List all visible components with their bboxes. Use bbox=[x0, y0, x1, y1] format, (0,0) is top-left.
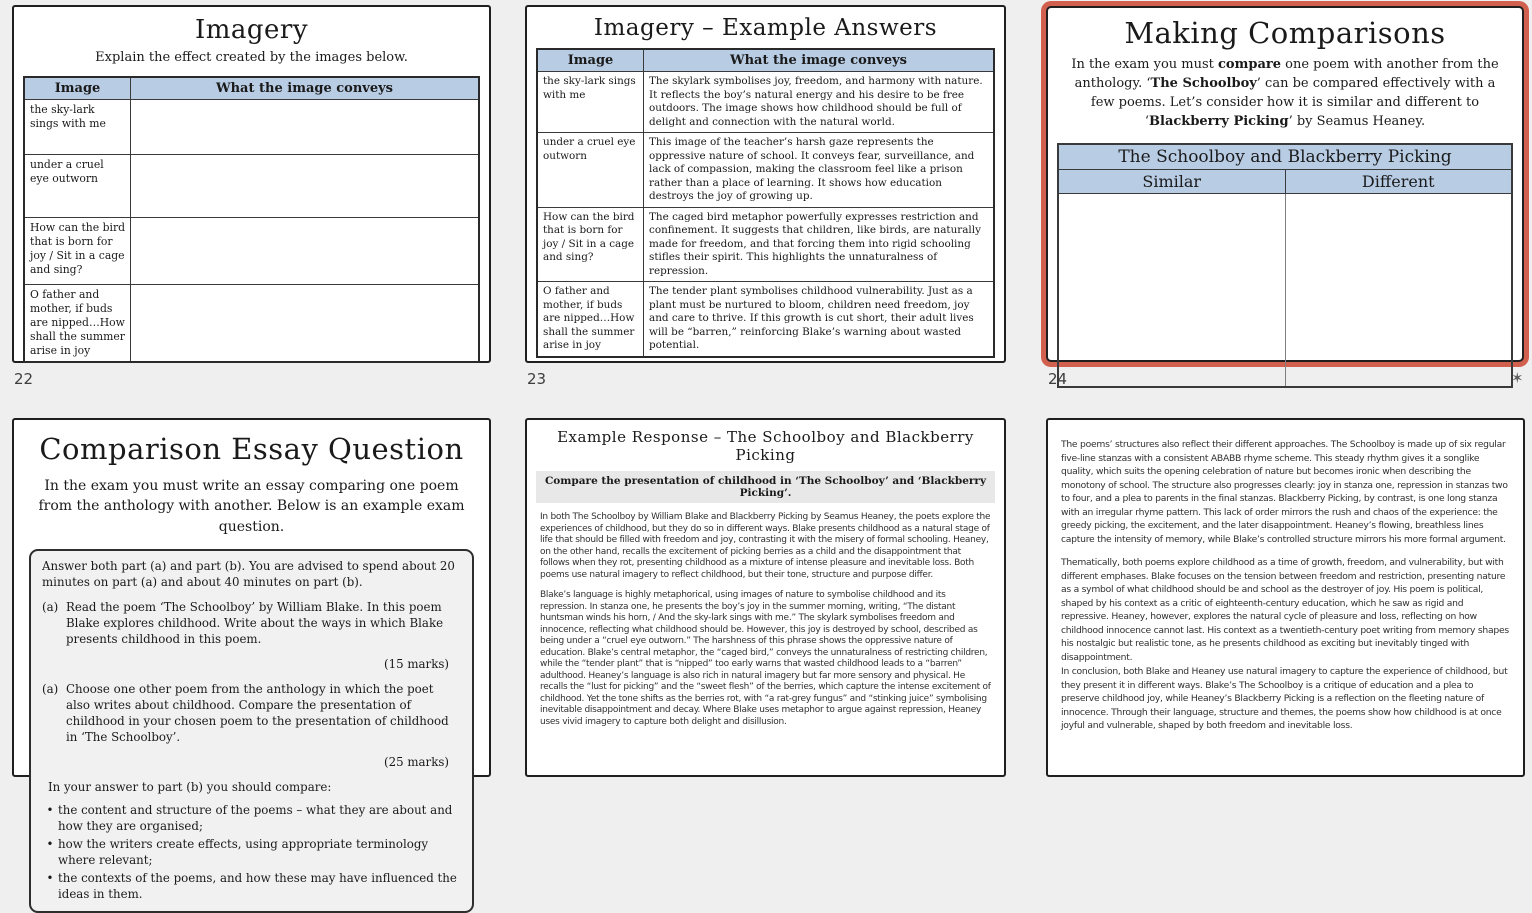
slide-title: Example Response – The Schoolboy and Blackberry Picking bbox=[557, 428, 974, 464]
image-quote-cell: How can the bird that is born for joy / Sit in a cage and sing? bbox=[537, 207, 644, 282]
slide-thumbnail-example-response[interactable] bbox=[525, 418, 1006, 777]
table-row bbox=[24, 100, 479, 155]
column-header-similar: Similar bbox=[1058, 170, 1285, 194]
imagery-table bbox=[23, 76, 480, 363]
slide-number-22: 22 bbox=[14, 370, 34, 388]
question-part-b bbox=[42, 681, 461, 745]
slide-title: Imagery bbox=[194, 15, 309, 45]
bullet-text: the content and structure of the poems – what they are about and how they are organised; bbox=[58, 803, 453, 834]
conveys-cell: This image of the teacher’s harsh gaze represents the oppressive nature of school. It conveys fear, surveillance, and lack of compassion, making the classroom feel like a prison rather than a place of learning. It shows how education destroys the joy of growing up. bbox=[644, 133, 995, 208]
similar-cell-empty bbox=[1058, 194, 1285, 388]
image-quote-cell: under a cruel eye outworn bbox=[537, 133, 644, 208]
table-row bbox=[24, 285, 479, 363]
table-header-row bbox=[537, 49, 994, 72]
image-quote-cell: under a cruel eye outworn bbox=[24, 155, 131, 218]
different-cell-empty bbox=[1285, 194, 1512, 388]
marks-label: (15 marks) bbox=[383, 657, 449, 672]
compare-instructions: In your answer to part (b) you should compare: bbox=[48, 780, 332, 795]
bullet-icon: • bbox=[46, 837, 54, 852]
bullet-icon: • bbox=[46, 871, 54, 886]
table-merged-header-row bbox=[1058, 144, 1512, 170]
slide-thumbnail-23[interactable] bbox=[525, 5, 1006, 363]
transition-star-icon[interactable]: ✶ bbox=[1511, 369, 1524, 387]
table-row bbox=[537, 133, 994, 208]
slide-thumbnail-comparison-essay[interactable] bbox=[12, 418, 491, 902]
slide-thumbnail-22[interactable] bbox=[12, 5, 491, 363]
marks-label: (25 marks) bbox=[383, 755, 449, 770]
column-header-different: Different bbox=[1285, 170, 1512, 194]
conveys-cell-empty bbox=[131, 155, 480, 218]
table-row bbox=[24, 218, 479, 285]
image-quote-cell: O father and mother, if buds are nipped…How shall the summer arise in joy bbox=[537, 282, 644, 357]
image-quote-cell: How can the bird that is born for joy / Sit in a cage and sing? bbox=[24, 218, 131, 285]
table-body-row bbox=[1058, 194, 1512, 388]
slide-title: Comparison Essay Question bbox=[39, 432, 464, 466]
slide-subtitle: In the exam you must write an essay comparing one poem from the anthology with another. Below is an example exam question. bbox=[38, 478, 465, 535]
question-label: (a) bbox=[42, 599, 59, 614]
column-header-conveys: What the image conveys bbox=[644, 49, 995, 72]
essay-paragraph: Blake’s language is highly metaphorical, using images of nature to symbolise childhood and its repression. In stanza one, he presents the boy’s joy in the summer morning, writing, “The distant huntsman winds his horn, / And the sky-lark sings with me.” The skylark symbolises freedom and innocence, reflecting what childhood should be. However, this joy is destroyed by school, described as being under a “cruel eye outworn.” The harshness of this phrase shows the oppressive nature of education. Blake’s central metaphor, the “caged bird,” conveys the unnaturalness of restricting children, while the “tender plant” that is “nipped” too early warns that wasted childhood leads to a “barren” adulthood. Heaney’s language is also rich in natural imagery but far more sensory and physical. He recalls the “lust for picking” and the “sweet flesh” of the berries, which capture the intense excitement of childhood. Yet the tone shifts as the berries rot, with “a rat-grey fungus” and “stinking juice” symbolising inevitable disappointment and decay. Where Blake uses metaphor to argue against repression, Heaney uses vivid imagery to capture both delight and disillusion. bbox=[540, 590, 991, 727]
question-label: (a) bbox=[42, 682, 59, 697]
table-header-row bbox=[1058, 170, 1512, 194]
table-row bbox=[537, 207, 994, 282]
table-row bbox=[537, 72, 994, 133]
bullet-item bbox=[42, 836, 461, 868]
slide-thumbnail-example-response-continued[interactable] bbox=[1046, 418, 1525, 777]
example-answers-table bbox=[536, 48, 995, 358]
question-text: Choose one other poem from the anthology in which the poet also writes about childhood. Compare the presentation of childhood in your chosen poem to the presentation of childhood in ‘The Schoolboy’. bbox=[66, 682, 449, 745]
bullet-item bbox=[42, 870, 461, 902]
essay-paragraph: The poems’ structures also reflect their different approaches. The Schoolboy is made up of six regular five-line stanzas with a consistent ABABB rhyme scheme. This steady rhythm gives it a songlike quality, which suits the opening celebration of nature but becomes ironic when describing the monotony of school. The structure also progresses clearly: joy in stanza one, repression in stanzas two to four, and a plea to parents in the final stanzas. Blackberry Picking, by contrast, is one long stanza with an irregular rhyme pattern. This lack of order mirrors the rush and chaos of the experience: the greedy picking, the excitement, and the later disappointment. Heaney’s flowing, breathless lines capture the intensity of memory, while Blake’s controlled structure mirrors his more formal argument. bbox=[1061, 439, 1508, 545]
bullet-item bbox=[42, 802, 461, 834]
image-quote-cell: the sky-lark sings with me bbox=[537, 72, 644, 133]
question-part-a bbox=[42, 599, 461, 647]
column-header-conveys: What the image conveys bbox=[131, 77, 480, 100]
exam-question-box bbox=[29, 549, 474, 913]
table-row bbox=[24, 155, 479, 218]
question-text: Read the poem ‘The Schoolboy’ by William Blake. In this poem Blake explores childhood. Write about the ways in which Blake presents childhood in this poem. bbox=[66, 599, 444, 647]
essay-paragraph: In both The Schoolboy by William Blake and Blackberry Picking by Seamus Heaney, the poets explore the experiences of childhood, but they do so in different ways. Blake presents childhood as a natural stage of life that should be filled with freedom and joy, contrasting it with the misery of formal schooling. Heaney, on the other hand, recalls the excitement of picking berries as a child and the disappointment that follows when they rot, presenting childhood as a mixture of intense pleasure and inevitable loss. Both poems use natural imagery to reflect childhood, but their tone, structure and purpose differ. bbox=[540, 512, 991, 580]
column-header-image: Image bbox=[24, 77, 131, 100]
conveys-cell: The caged bird metaphor powerfully expresses restriction and confinement. It suggests that children, like birds, are naturally made for freedom, and that forcing them into rigid schooling stifles their spirit. This highlights the unnaturalness of repression. bbox=[644, 207, 995, 282]
slide-subtitle: Explain the effect created by the images below. bbox=[95, 50, 408, 65]
conveys-cell: The skylark symbolises joy, freedom, and harmony with nature. It reflects the boy’s natural energy and his desire to be free outdoors. The image shows how childhood should be full of delight and connection with the natural world. bbox=[644, 72, 995, 133]
conveys-cell-empty bbox=[131, 218, 480, 285]
merged-header: The Schoolboy and Blackberry Picking bbox=[1058, 144, 1512, 170]
conveys-cell: The tender plant symbolises childhood vulnerability. Just as a plant must be nurtured to bloom, children need freedom, joy and care to thrive. If this growth is cut short, their adult lives will be “barren,” reinforcing Blake’s warning about wasted potential. bbox=[644, 282, 995, 357]
slide-title: Imagery – Example Answers bbox=[593, 15, 938, 41]
slide-title: Making Comparisons bbox=[1124, 16, 1446, 50]
slide-number-23: 23 bbox=[527, 370, 547, 388]
table-row bbox=[537, 282, 994, 357]
bullet-text: how the writers create effects, using appropriate terminology where relevant; bbox=[58, 837, 429, 868]
comparison-table bbox=[1057, 143, 1513, 388]
slide-intro-text: In the exam you must compare one poem with another from the anthology. ‘The Schoolboy’ can be compared effectively with a few poems. Let’s consider how it is similar and different to ‘Blackberry Picking’ by Seamus Heaney. bbox=[1071, 57, 1499, 129]
bullet-icon: • bbox=[46, 803, 54, 818]
conveys-cell-empty bbox=[131, 285, 480, 363]
slide-number-24: 24 bbox=[1048, 370, 1068, 388]
column-header-image: Image bbox=[537, 49, 644, 72]
essay-paragraph: In conclusion, both Blake and Heaney use natural imagery to capture the experience of childhood, but they present it in different ways. Blake’s The Schoolboy is a critique of education and a plea to preserve childhood joy, while Heaney’s Blackberry Picking is a reflection on the fleeting nature of innocence. Through their language, structure and themes, the poems show how childhood is at once joyful and vulnerable, shaped by both freedom and inevitable loss. bbox=[1061, 666, 1508, 731]
table-header-row bbox=[24, 77, 479, 100]
exam-instructions: Answer both part (a) and part (b). You are advised to spend about 20 minutes on part (a) and about 40 minutes on part (b). bbox=[42, 558, 455, 589]
image-quote-cell: the sky-lark sings with me bbox=[24, 100, 131, 155]
essay-question-banner: Compare the presentation of childhood in ‘The Schoolboy’ and ‘Blackberry Picking’. bbox=[536, 471, 995, 503]
bullet-text: the contexts of the poems, and how these may have influenced the ideas in them. bbox=[58, 871, 457, 902]
conveys-cell-empty bbox=[131, 100, 480, 155]
essay-paragraph: Thematically, both poems explore childhood as a time of growth, freedom, and vulnerability, but with different emphases. Blake focuses on the tension between freedom and restriction, presenting nature as a symbol of what childhood should be and school as the destroyer of joy. His poem is political, shaped by his context as a critic of eighteenth-century education, which he saw as rigid and repressive. Heaney, however, explores the natural cycle of pleasure and loss, reflecting on how childhood innocence cannot last. His context as a twentieth-century poet writing from memory shapes his nostalgic but realistic tone, as he presents childhood as exciting but inevitably tinged with disappointment. bbox=[1061, 557, 1509, 663]
image-quote-cell: O father and mother, if buds are nipped…How shall the summer arise in joy bbox=[24, 285, 131, 363]
slide-thumbnail-24[interactable] bbox=[1046, 6, 1524, 362]
